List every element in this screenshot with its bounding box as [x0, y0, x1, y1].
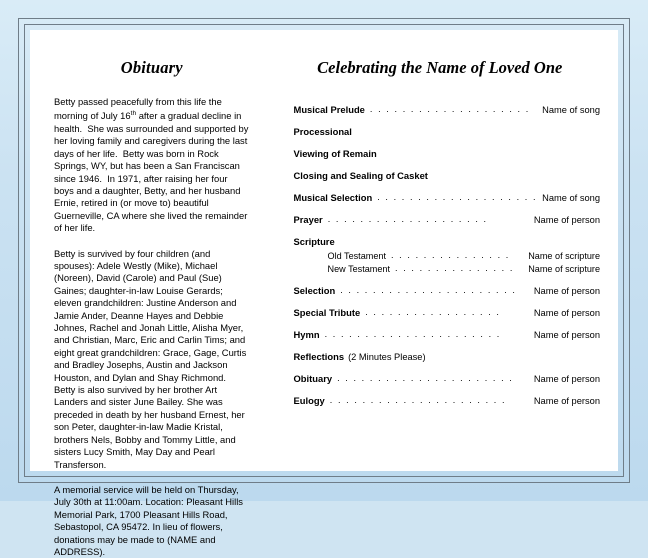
scripture-block: [294, 236, 600, 274]
program-item-value: Name of person: [533, 330, 600, 340]
program-item-label: Obituary: [293, 373, 333, 384]
program-item: [294, 395, 600, 406]
obituary-paragraph-3: A memorial service will be held on Thursday, July 30th at 11:00am. Location: Pleasant Hills Memorial Park, 1700 Pleasant Hills Road, Sebastopol, CA 95472. In lieu of flowers, donations may be made to (NAME and ADDRESS).: [54, 483, 243, 557]
reflections-label: Reflections: [293, 351, 345, 362]
scripture-row-new-testament: [328, 264, 600, 274]
program-item: [294, 192, 600, 203]
program-item: [294, 214, 600, 225]
program-item-label: Hymn: [293, 329, 320, 340]
program-item-label: Closing and Sealing of Casket: [293, 170, 428, 181]
program-item: [294, 285, 600, 296]
scripture-row-value: Name of scripture: [528, 251, 600, 261]
program-item-label: Viewing of Remain: [293, 148, 377, 159]
dot-leader: . . . . . . . . . . . . . . . . .: [365, 307, 501, 317]
program-item-label: Processional: [293, 126, 352, 137]
program-item-label: Musical Selection: [293, 192, 373, 203]
program-item-value: Name of person: [533, 286, 600, 296]
scripture-heading: Scripture: [293, 236, 335, 247]
program-item-value: Name of song: [542, 105, 600, 115]
dot-leader: . . . . . . . . . . . . . . . . . . . . . .: [324, 329, 501, 339]
dot-leader: . . . . . . . . . . . . . . . . . . . .: [369, 104, 530, 114]
program-item-value: Name of person: [533, 374, 600, 384]
dot-leader: . . . . . . . . . . . . . . . . . . . . . .: [329, 395, 507, 405]
program-item-label: Musical Prelude: [293, 104, 365, 115]
dot-leader: . . . . . . . . . . . . . . . . . . . .: [327, 214, 488, 224]
reflections-note: (2 Minutes Please): [348, 352, 426, 362]
program-item-value: Name of song: [542, 193, 600, 203]
program-item-reflections: [294, 351, 600, 362]
dot-leader: . . . . . . . . . . . . . . .: [395, 263, 514, 273]
obituary-paragraph-1: Betty passed peacefully from this life the morning of July 16th after a gradual decline in health. She was surrounded and supported by her loving family and caregivers during the last days of her life. Betty was born in Rock Springs, WY, but has been a San Franciscan since 1946. In 1971, after raising her four boys and a daughter, Betty, and her husband Ernie, retired in (or move to) beautiful Guerneville, CA where she lived the remainder of her life.: [54, 96, 249, 234]
scripture-row-label: New Testament: [327, 264, 391, 274]
program-item-label: Eulogy: [293, 395, 325, 406]
dot-leader: . . . . . . . . . . . . . . .: [390, 250, 510, 260]
service-column: [266, 30, 618, 471]
program-item: [294, 307, 600, 318]
dot-leader: . . . . . . . . . . . . . . . . . . . . . .: [337, 373, 514, 383]
scripture-row-value: Name of scripture: [528, 264, 600, 274]
program-item-value: Name of person: [533, 308, 600, 318]
service-heading: Celebrating the Name of Loved One: [317, 58, 563, 77]
program-item-label: Prayer: [293, 214, 323, 225]
program-item-value: Name of person: [533, 215, 600, 225]
program-item: [294, 373, 600, 384]
program-sheet: [30, 30, 618, 557]
program-item: [294, 104, 600, 115]
program-item: [294, 170, 600, 181]
program-item: [294, 126, 600, 137]
program-item: [294, 148, 600, 159]
obituary-heading: Obituary: [120, 58, 183, 77]
service-program-list: [280, 104, 600, 406]
dot-leader: . . . . . . . . . . . . . . . . . . . .: [377, 192, 538, 202]
dot-leader: . . . . . . . . . . . . . . . . . . . . . .: [340, 285, 517, 295]
program-content: [30, 30, 618, 557]
program-item-label: Selection: [293, 285, 336, 296]
obituary-paragraph-2: Betty is survived by four children (and spouses): Adele Westly (Mike), Michael (Noreen), David (Carole) and Paul (Sue) Gaines; daughter-in-law Louise Gerards; eleven grandchildren: Justine Anderson and Jamie Ander, Deanne Hayes and Debbie Johnes, Rachel and Jonah Little, Alisha Myer, and Christian, Marc, Eric and Carlin Tims; and eight great grandchildren: Grace, Gage, Curtis and Bradley Josephs, Austin and Jackson Houston, and Dylan and Shay Richmond. Betty is also survived by her brother Art Landers and sister June Bailey. She was preceded in death by her husband Ernest, her son Peter, daughter-in-law Madie Kristal, brothers Nels, Bobby and Tommy Little, and sisters Lucy Smith, May Day and Pearl Transferson.: [54, 247, 247, 470]
program-item-label: Special Tribute: [293, 307, 361, 318]
scripture-row-label: Old Testament: [327, 251, 386, 261]
scripture-row-old-testament: [328, 251, 600, 261]
program-item-value: Name of person: [533, 396, 600, 406]
obituary-column: [30, 30, 266, 557]
program-item: [294, 329, 600, 340]
